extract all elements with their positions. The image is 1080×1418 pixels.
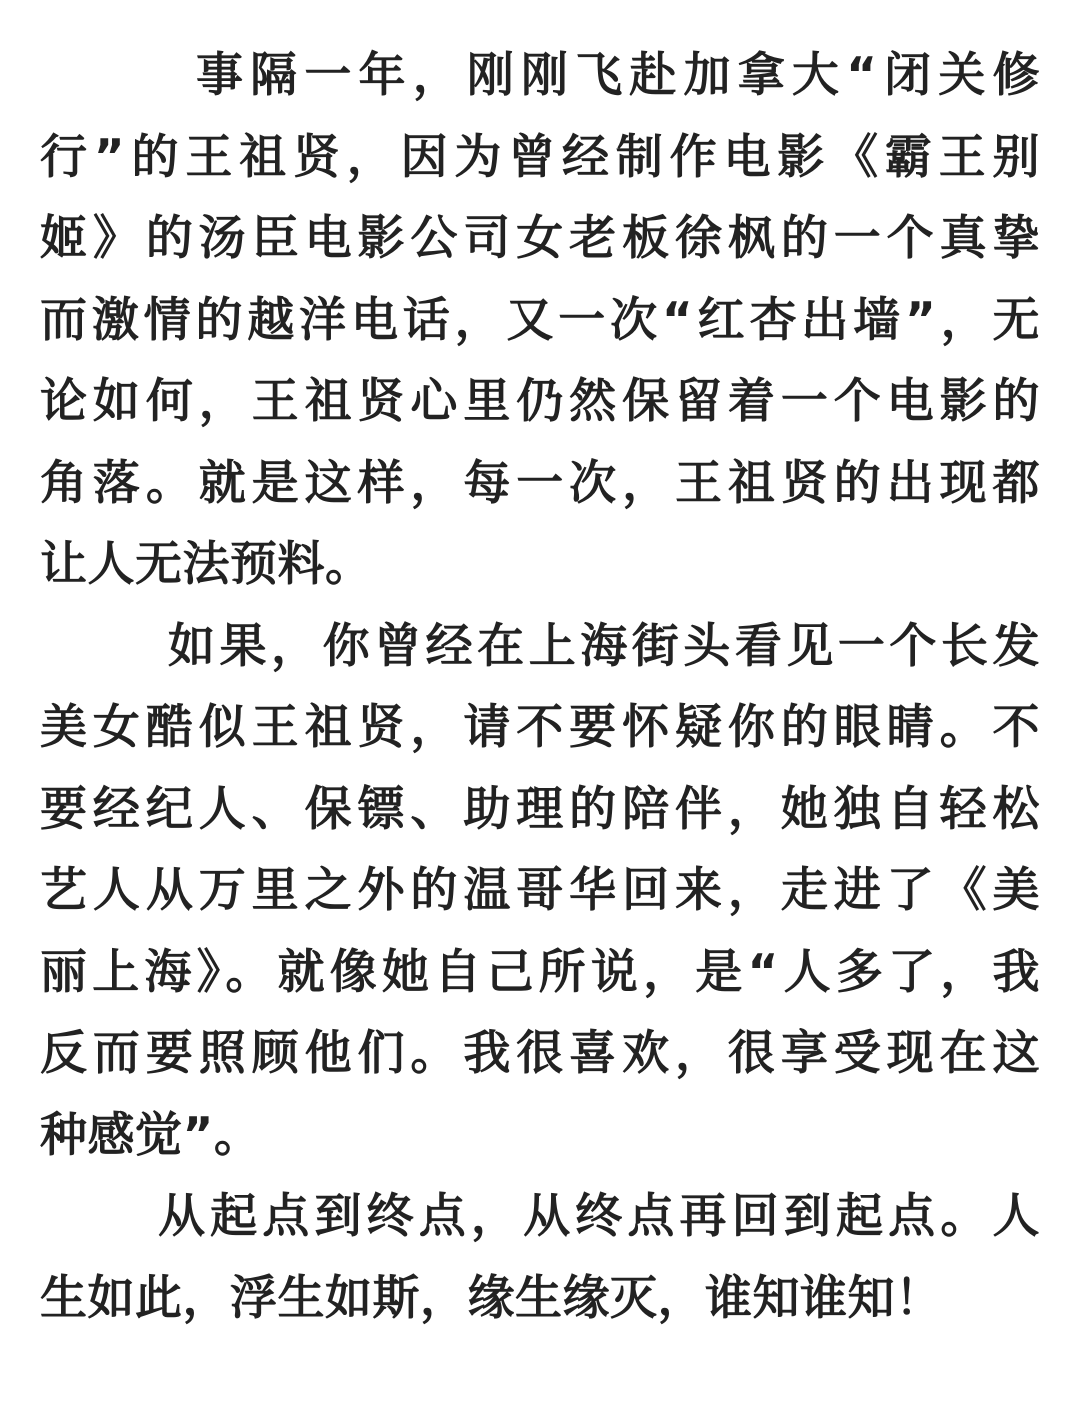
text-line: 艺人从万里之外的温哥华回来，走进了《美 — [40, 863, 1040, 918]
paragraph-3 — [40, 1176, 1040, 1339]
text-line: 从起点到终点，从终点再回到起点。人 — [158, 1189, 1040, 1244]
text-line: 角落。就是这样，每一次，王祖贤的出现都 — [40, 455, 1040, 511]
paragraph-1 — [40, 35, 1040, 606]
text-line: 要经纪人、保镖、助理的陪伴，她独自轻松 — [40, 781, 1040, 837]
article-body — [40, 35, 1040, 1339]
text-line: 而激情的越洋电话，又一次“红杏出墙”，无 — [40, 292, 1040, 348]
text-line: 如果，你曾经在上海街头看见一个长发 — [168, 618, 1040, 674]
text-line: 行”的王祖贤，因为曾经制作电影《霸王别 — [40, 129, 1040, 185]
text-line: 论如何，王祖贤心里仍然保留着一个电影的 — [40, 374, 1040, 429]
text-line: 让人无法预料。 — [40, 537, 373, 592]
text-line: 生如此，浮生如斯，缘生缘灭，谁知谁知！ — [40, 1270, 943, 1326]
text-line: 反而要照顾他们。我很喜欢，很享受现在这 — [40, 1026, 1040, 1081]
text-line: 种感觉”。 — [40, 1107, 262, 1163]
text-line: 丽上海》。就像她自己所说，是“人多了，我 — [40, 944, 1040, 1000]
paragraph-2 — [40, 606, 1040, 1177]
text-line: 事隔一年，刚刚飞赴加拿大“闭关修 — [196, 48, 1040, 103]
text-line: 美女酷似王祖贤，请不要怀疑你的眼睛。不 — [40, 700, 1040, 755]
text-line: 姬》的汤臣电影公司女老板徐枫的一个真挚 — [40, 211, 1040, 266]
